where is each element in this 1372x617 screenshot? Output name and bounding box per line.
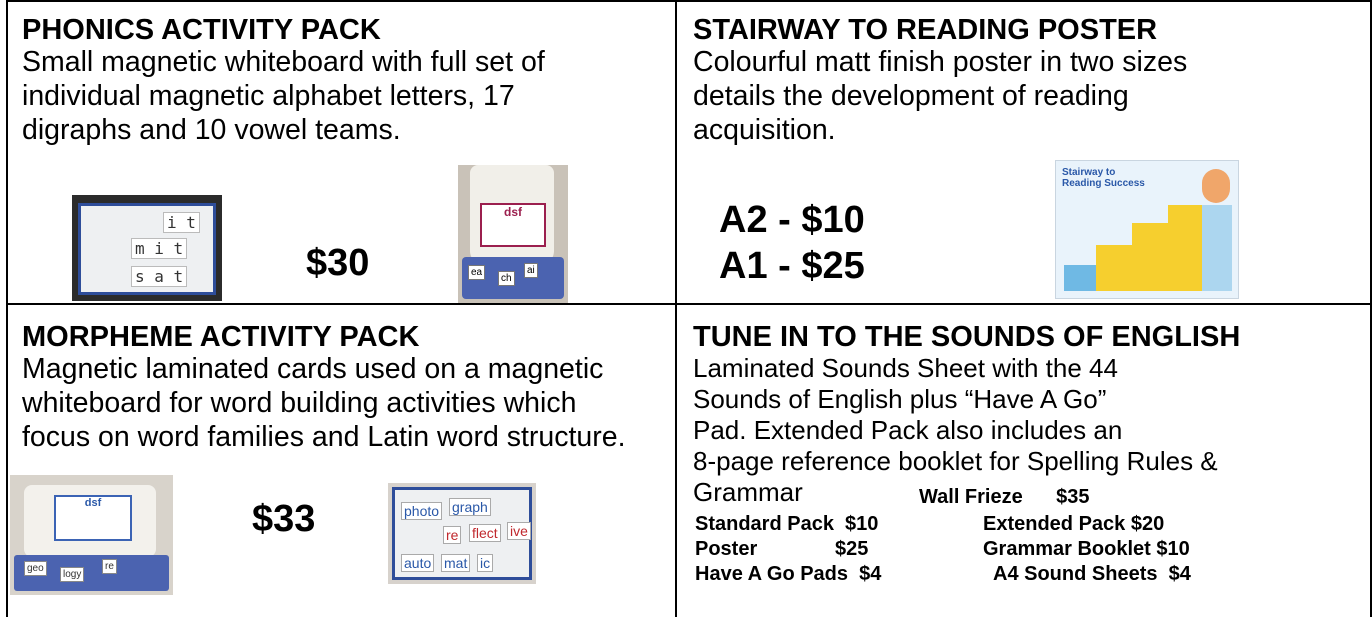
poster-title-line-1: Stairway to [1062, 167, 1116, 178]
letter-card: ch [498, 271, 515, 286]
bag-label: dsf [54, 495, 132, 541]
stairway-desc-line-2: details the development of reading [693, 80, 1129, 112]
board-word: photo [401, 502, 442, 520]
morpheme-desc-line-3: focus on word families and Latin word structure. [22, 421, 626, 453]
morpheme-title: MORPHEME ACTIVITY PACK [22, 321, 420, 353]
poster-step [1202, 205, 1232, 291]
a4-sound-sheets-price: A4 Sound Sheets $4 [993, 563, 1191, 585]
board-word: ic [477, 554, 493, 572]
extended-pack-price: Extended Pack $20 [983, 513, 1165, 535]
phonics-title: PHONICS ACTIVITY PACK [22, 14, 381, 46]
bag-label: dsf [480, 203, 546, 247]
poster-step [1096, 245, 1132, 291]
tune-in-title: TUNE IN TO THE SOUNDS OF ENGLISH [693, 321, 1241, 353]
board-word: flect [469, 524, 501, 542]
poster-step [1132, 223, 1168, 291]
morpheme-desc-line-2: whiteboard for word building activities which [22, 387, 577, 419]
tune-in-cell [677, 305, 1372, 617]
have-a-go-pads-price: Have A Go Pads $4 [695, 563, 882, 585]
board-word: m i t [131, 238, 187, 259]
morpheme-desc-line-1: Magnetic laminated cards used on a magnetic [22, 353, 604, 385]
poster-title-line-2: Reading Success [1062, 178, 1145, 189]
children-illustration [1202, 169, 1230, 203]
tune-in-desc-line-2: Sounds of English plus “Have A Go” [693, 384, 1107, 414]
stairway-cell [677, 0, 1372, 305]
whiteboard [392, 487, 532, 580]
grammar-booklet-price: Grammar Booklet $10 [983, 538, 1190, 560]
standard-pack-price: Standard Pack $10 [695, 513, 879, 535]
stairway-desc-line-3: acquisition. [693, 114, 836, 146]
phonics-desc-line-3: digraphs and 10 vowel teams. [22, 114, 401, 146]
tune-in-desc-line-1: Laminated Sounds Sheet with the 44 [693, 353, 1118, 383]
letter-card: ea [468, 265, 485, 280]
poster-price: Poster $25 [695, 538, 869, 560]
whiteboard [78, 203, 216, 295]
board-word: mat [441, 554, 470, 572]
board-word: i t [163, 212, 200, 233]
board-word: ive [507, 522, 531, 540]
wall-frieze-price: Wall Frieze $35 [919, 486, 1090, 508]
morpheme-price: $33 [252, 498, 316, 540]
phonics-desc-line-2: individual magnetic alphabet letters, 17 [22, 80, 515, 112]
poster-step [1168, 205, 1202, 291]
board-word: s a t [131, 266, 187, 287]
word-card: re [102, 559, 117, 574]
letter-card: ai [524, 263, 538, 278]
stairway-price-a1: A1 - $25 [719, 245, 865, 287]
board-word: auto [401, 554, 434, 572]
board-word: graph [449, 498, 491, 516]
tune-in-desc-line-5: Grammar [693, 477, 803, 507]
morpheme-whiteboard-image [388, 483, 536, 584]
stairway-desc-line-1: Colourful matt finish poster in two sizes [693, 46, 1188, 78]
phonics-price: $30 [306, 242, 370, 284]
stairway-price-a2: A2 - $10 [719, 199, 865, 241]
word-card: logy [60, 567, 84, 582]
stairway-title: STAIRWAY TO READING POSTER [693, 14, 1158, 46]
tune-in-desc-line-3: Pad. Extended Pack also includes an [693, 415, 1123, 445]
phonics-whiteboard-image [72, 195, 222, 301]
tune-in-desc-line-4: 8-page reference booklet for Spelling Rules & [693, 446, 1218, 476]
word-card: geo [24, 561, 47, 576]
stairway-poster-image [1055, 160, 1239, 299]
board-word: re [443, 526, 461, 544]
phonics-desc-line-1: Small magnetic whiteboard with full set of [22, 46, 545, 78]
morpheme-bag-image [10, 475, 173, 595]
phonics-bag-image [458, 165, 568, 303]
